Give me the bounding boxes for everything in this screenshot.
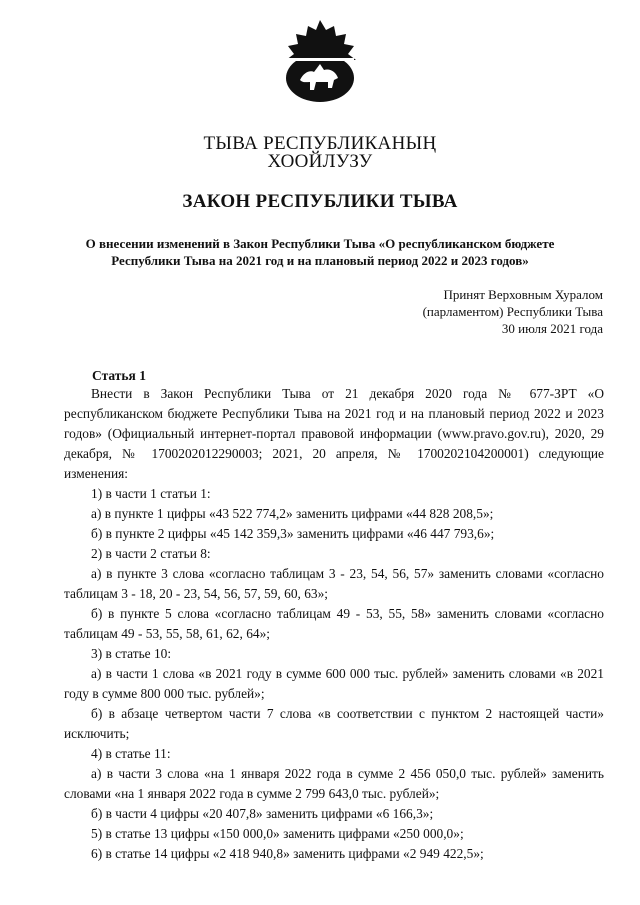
adoption-line: Принят Верховным Хуралом [443, 287, 603, 302]
paragraph: б) в пункте 5 слова «согласно таблицам 49 - 53, 55, 58» заменить словами «согласно таблицам 49 - 53, 55, 58, 61, 62, 64»; [64, 606, 604, 641]
adoption-block [423, 286, 603, 337]
document-subject [40, 235, 600, 269]
paragraph: б) в пункте 2 цифры «45 142 359,3» заменить цифрами «46 447 793,6»; [91, 526, 495, 541]
paragraph: б) в абзаце четвертом части 7 слова «в соответствии с пунктом 2 настоящей части» исключить; [64, 706, 604, 741]
paragraph: 5) в статье 13 цифры «150 000,0» заменить цифрами «250 000,0»; [91, 826, 464, 841]
paragraph: а) в пункте 3 слова «согласно таблицам 3 - 23, 54, 56, 57» заменить словами «согласно таблицам 3 - 18, 20 - 23, 54, 56, 57, 59, 60, 63»; [64, 566, 604, 601]
org-name-line2: ХООЙЛУЗУ [267, 151, 373, 172]
article-body [64, 384, 604, 864]
paragraph: а) в пункте 1 цифры «43 522 774,2» заменить цифрами «44 828 208,5»; [91, 506, 494, 521]
paragraph: Внести в Закон Республики Тыва от 21 декабря 2020 года № 677-ЗРТ «О республиканском бюджете Республики Тыва на 2021 год и на плановый период 2022 и 2023 годов» (Официальный интернет-портал правовой информации (www.pravo.gov.ru), 2020, 29 декабря, № 1700202012290003; 2021, 20 апреля, № 1700202104200001) следующие изменения: [64, 386, 604, 481]
paragraph: 4) в статье 11: [91, 746, 171, 761]
adoption-line: (парламентом) Республики Тыва [422, 304, 603, 319]
paragraph: а) в части 1 слова «в 2021 году в сумме 600 000 тыс. рублей» заменить словами «в 2021 году в сумме 800 000 тыс. рублей»; [64, 666, 604, 701]
paragraph: 2) в части 2 статьи 8: [91, 546, 211, 561]
coat-of-arms-icon [276, 18, 364, 106]
paragraph: 3) в статье 10: [91, 646, 172, 661]
paragraph: 1) в части 1 статьи 1: [91, 486, 211, 501]
paragraph: 6) в статье 14 цифры «2 418 940,8» заменить цифрами «2 949 422,5»; [91, 846, 484, 861]
adoption-date: 30 июля 2021 года [501, 321, 603, 336]
subject-line: О внесении изменений в Закон Республики Тыва «О республиканском бюджете [85, 236, 555, 251]
article-heading: Статья 1 [92, 368, 146, 383]
paragraph: а) в части 3 слова «на 1 января 2022 года в сумме 2 456 050,0 тыс. рублей» заменить словами «на 1 января 2022 года в сумме 2 799 643,0 тыс. рублей»; [64, 766, 604, 801]
document-title: ЗАКОН РЕСПУБЛИКИ ТЫВА [182, 191, 458, 212]
org-name-line1: ТЫВА РЕСПУБЛИКАНЫҢ [203, 133, 437, 154]
subject-line: Республики Тыва на 2021 год и на плановый период 2022 и 2023 годов» [111, 253, 529, 268]
paragraph: б) в части 4 цифры «20 407,8» заменить цифрами «6 166,3»; [91, 806, 434, 821]
